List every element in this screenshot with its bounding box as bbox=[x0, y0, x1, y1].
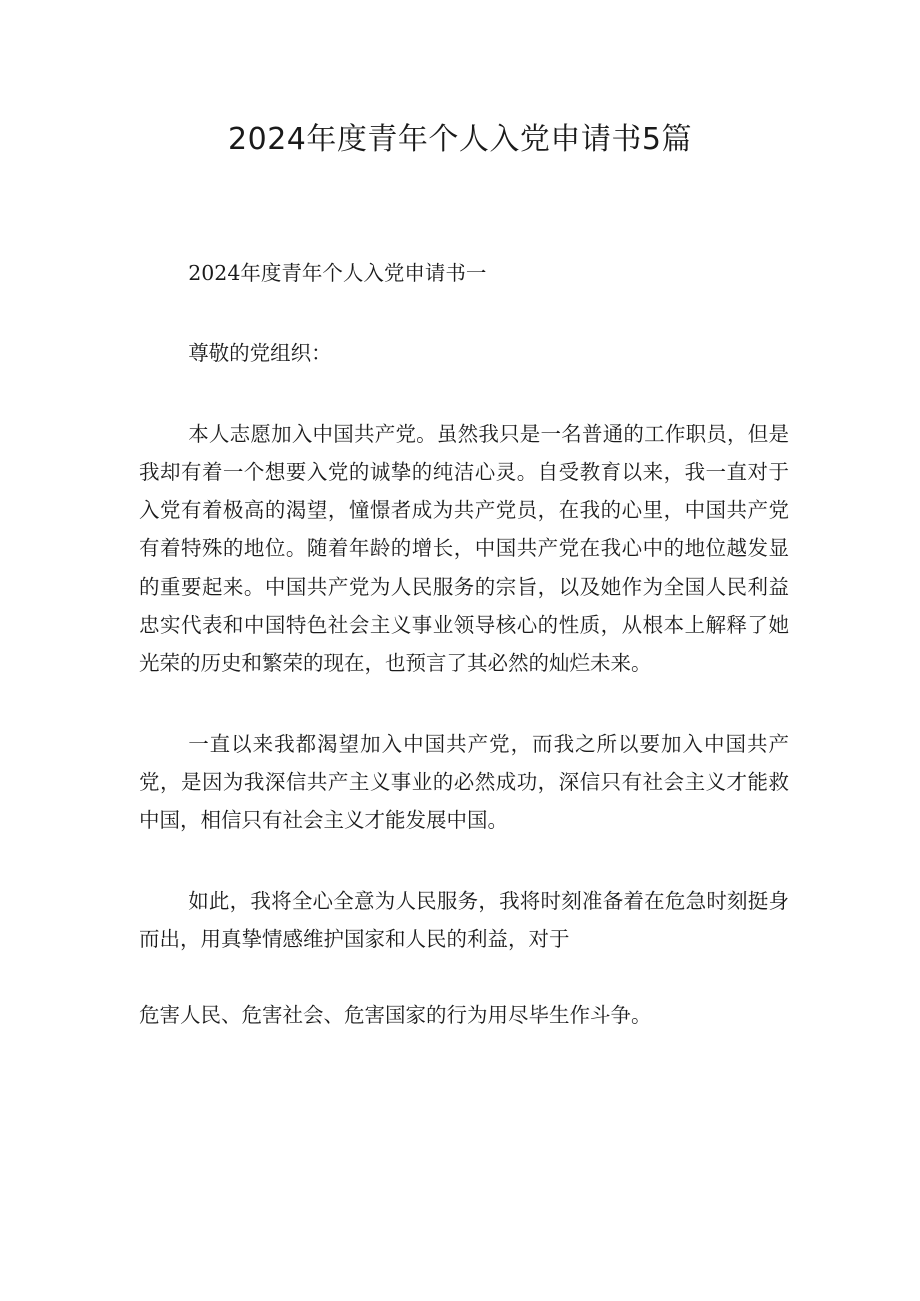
body-paragraph-2: 一直以来我都渴望加入中国共产党，而我之所以要加入中国共产党，是因为我深信共产主义事业的必然成功，深信只有社会主义才能救中国，相信只有社会主义才能发展中国。 bbox=[139, 731, 789, 833]
section-subtitle: 2024年度青年个人入党申请书一 bbox=[188, 261, 487, 285]
salutation: 尊敬的党组织： bbox=[188, 341, 332, 366]
body-paragraph-continuation: 危害人民、危害社会、危害国家的行为用尽毕生作斗争。 bbox=[139, 1003, 652, 1028]
body-paragraph-1: 本人志愿加入中国共产党。虽然我只是一名普通的工作职员，但是我却有着一个想要入党的诚挚的纯洁心灵。自受教育以来，我一直对于入党有着极高的渴望，憧憬者成为共产党员，在我的心里，中国共产党有着特殊的地位。随着年龄的增长，中国共产党在我心中的地位越发显的重要起来。中国共产党为人民服务的宗旨，以及她作为全国人民利益忠实代表和中国特色社会主义事业领导核心的性质，从根本上解释了她光荣的历史和繁荣的现在，也预言了其必然的灿烂未来。 bbox=[139, 421, 789, 676]
document-title: 2024年度青年个人入党申请书5篇 bbox=[228, 122, 692, 157]
body-paragraph-3: 如此，我将全心全意为人民服务，我将时刻准备着在危急时刻挺身而出，用真挚情感维护国家和人民的利益，对于 bbox=[139, 888, 789, 951]
document-body bbox=[139, 254, 789, 1034]
